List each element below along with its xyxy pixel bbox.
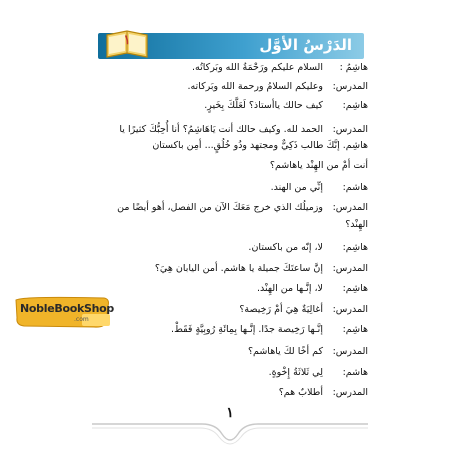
dialogue-line [345,219,368,230]
speaker-label: هاشِم: [342,242,368,253]
dialogue-line [171,324,368,335]
speaker-label: هاشِم: [342,324,368,335]
speaker-label: المدرس: [332,81,368,92]
line-text: كيف حالك ياأستاذ؟ لَعَلَّكَ بِخَيرٍ. [204,100,323,111]
line-text: أغالِيَةٌ هِيَ أمْ رَخِيصة؟ [239,304,323,315]
dialogue-line [204,100,368,111]
speaker-label: هاشم: [342,182,368,193]
watermark-sub: .com [74,316,89,323]
line-text: لِي ثَلاثَةُ إِخْوةٍ. [268,367,323,378]
line-text: لا، إنّه من باكستان. [248,242,323,253]
dialogue-line [270,160,368,171]
dialogue-line [117,202,368,213]
speaker-label: هاشِمُ : [339,62,368,73]
dialogue-line [155,263,368,274]
dialogue-line [192,62,368,73]
page-footer-ornament [90,418,370,448]
dialogue-line [152,140,368,151]
dialogue-line [269,367,368,378]
speaker-label: هاشِم: [342,283,368,294]
speaker-label: المدرس: [332,387,368,398]
dialogue-line [248,346,368,357]
dialogue-line [187,81,368,92]
dialogue-line [279,387,368,398]
speaker-label: المدرس: [332,304,368,315]
line-text: الهِنْد؟ [345,219,368,230]
line-text: لا، إنَّـها من الهِنْد. [256,283,323,294]
line-text: أطلابٌ هم؟ [278,387,323,398]
watermark-name: NobleBookShop [20,302,114,315]
dialogue-line [271,182,368,193]
speaker-label: المدرس: [332,202,368,213]
shop-watermark-logo [14,296,114,332]
line-text: إنِّي من الهند. [270,182,323,193]
line-text: وعليكم السلامُ ورحمة الله وبَركاته. [187,81,323,92]
line-text: وزميلُك الذي خرج مَعَكَ الآن من الفصل، أهو أيضًا من [117,202,323,213]
line-text: هاشِم. إنَّكَ طالب ذَكِيٌّ ومجتهد وذُو خُلُقٍ... أمِن باكستان [152,140,368,151]
lesson-title: الدَرْسُ الأوَّل [259,36,352,54]
line-text: السلام عليكم ورَحْمَةُ الله وبَركاتُه. [192,62,323,73]
speaker-label: المدرس: [332,263,368,274]
dialogue-line [248,242,368,253]
dialogue-line [257,283,368,294]
line-text: أنت أمْ من الهِنْد ياهاشم؟ [269,160,368,171]
line-text: إنَّ ساعتَكَ جميلة يا هاشم. أمن اليابان هِيَ؟ [154,263,323,274]
page-number: ١ [226,405,234,421]
dialogue-line [119,124,368,135]
line-text: الحمد لله. وكيف حالك أنت يَاهَاشِمُ؟ أنا أُحِبُّكَ كثيرًا يا [119,124,323,135]
line-text: كم أخًا لكَ ياهاشم؟ [247,346,323,357]
lesson-number: ١ [123,33,131,48]
speaker-label: المدرس: [332,346,368,357]
speaker-label: هاشِم: [342,100,368,111]
speaker-label: هاشم: [342,367,368,378]
speaker-label: المدرس: [332,124,368,135]
line-text: إنَّـها رَخِيصة جدًا. إنَّـها بِمِائَةِ رُوبِيَّةٍ فَقَطْ. [171,324,323,335]
dialogue-line [239,304,368,315]
